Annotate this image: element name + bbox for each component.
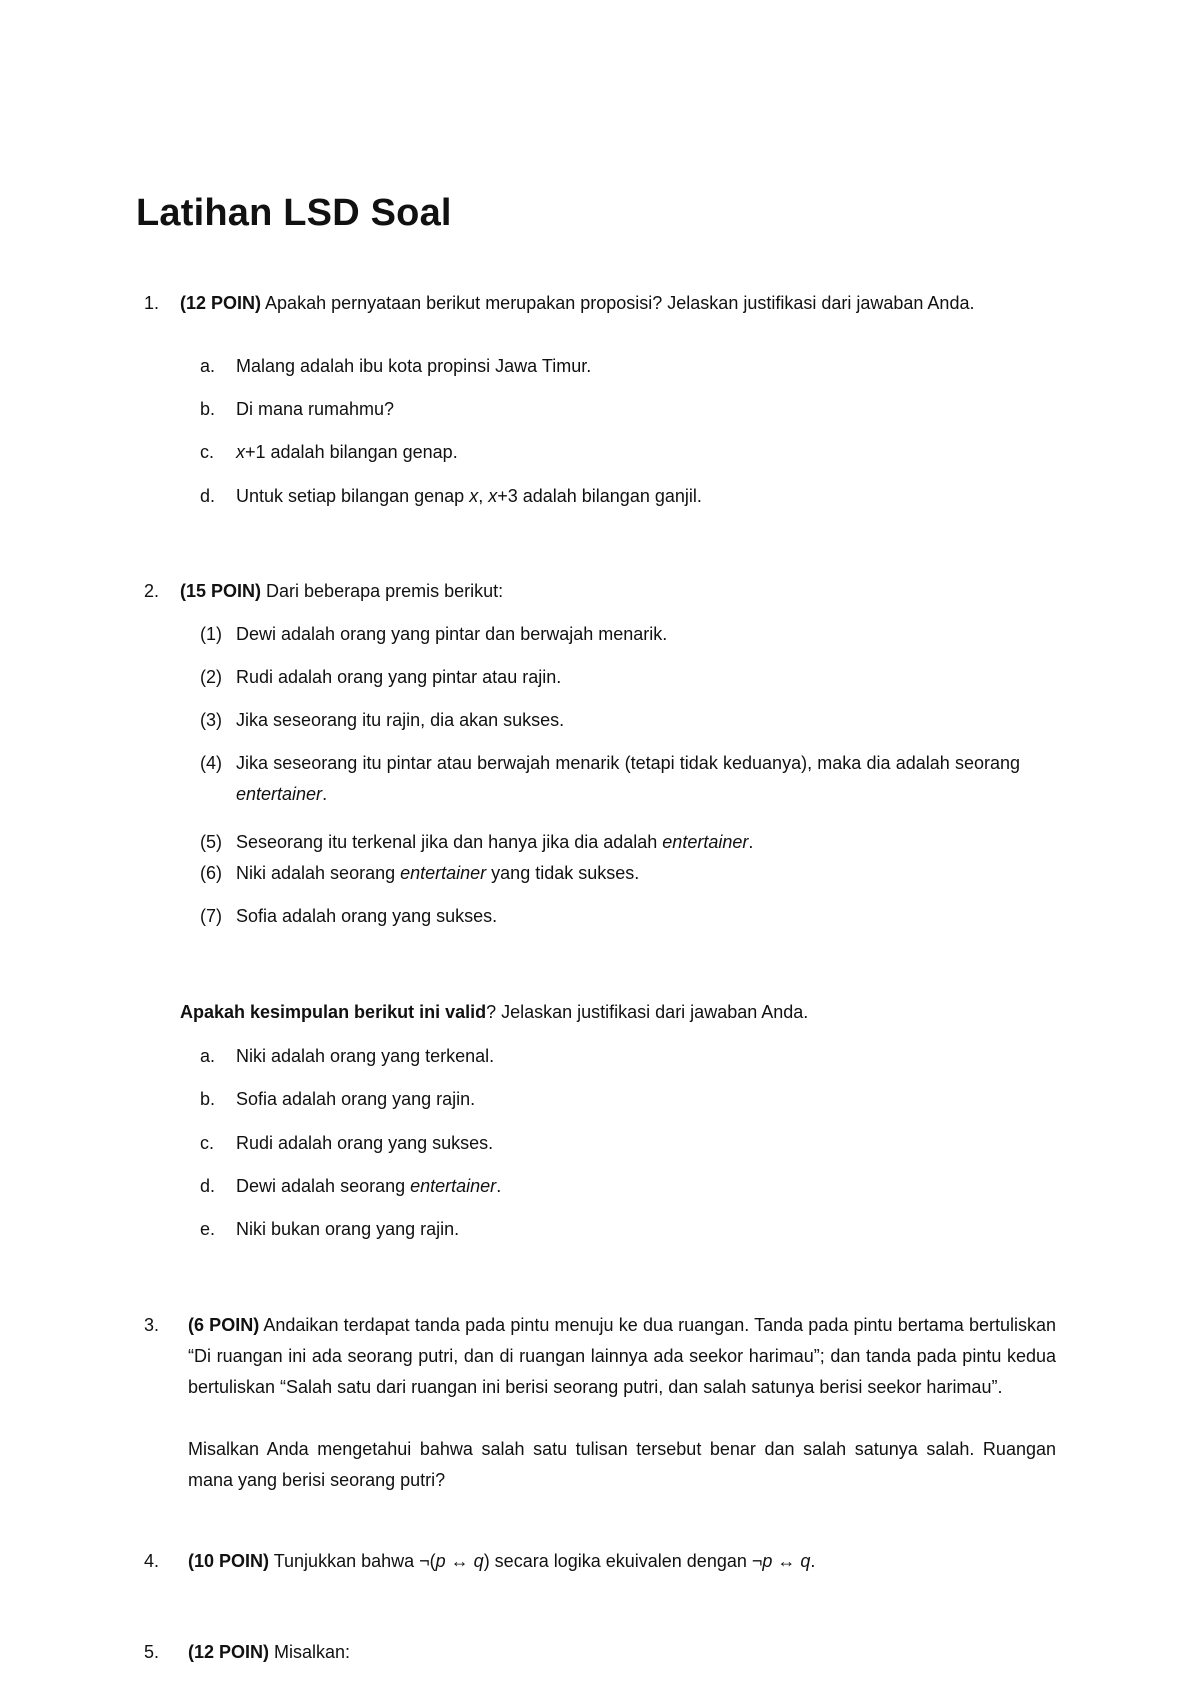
premise-emphasis: entertainer xyxy=(400,863,487,883)
item-label: d. xyxy=(200,486,216,506)
question-points: (15 POIN) xyxy=(180,581,262,601)
question-number: 1. xyxy=(144,293,160,313)
premise-text-a: Niki adalah seorang xyxy=(236,863,401,883)
question-number: 3. xyxy=(144,1315,160,1335)
conclusion-emphasis: entertainer xyxy=(410,1176,497,1196)
math-variable: q xyxy=(800,1551,811,1571)
premise-emphasis: entertainer xyxy=(662,832,749,852)
premise-item xyxy=(200,827,753,858)
conclusion-label: a. xyxy=(200,1046,216,1066)
premise-text: Sofia adalah orang yang sukses. xyxy=(236,906,498,926)
premise-text-b: yang tidak sukses. xyxy=(486,863,640,883)
item-label: a. xyxy=(200,356,216,376)
math-variable: p xyxy=(435,1551,446,1571)
premise-item xyxy=(200,858,639,889)
question-points: (12 POIN) xyxy=(188,1642,270,1662)
question-text-2: Misalkan Anda mengetahui bahwa salah satu tulisan tersebut benar dan salah satunya salah. Ruangan mana yang berisi seorang putri? xyxy=(188,1439,1056,1490)
question-body: Dari beberapa premis berikut: xyxy=(261,581,504,601)
page-title: Latihan LSD Soal xyxy=(136,192,452,234)
item-text xyxy=(236,437,458,468)
question-body: Apakah pernyataan berikut merupakan proposisi? Jelaskan justifikasi dari jawaban Anda. xyxy=(261,293,975,313)
question-points: (12 POIN) xyxy=(180,293,262,313)
item-comma: , xyxy=(478,486,489,506)
conclusion-label: b. xyxy=(200,1089,216,1109)
premise-emphasis: entertainer xyxy=(236,784,323,804)
item-text: Di mana rumahmu? xyxy=(236,399,395,419)
premise-label: (2) xyxy=(200,667,222,687)
list-item xyxy=(200,394,394,425)
question-text xyxy=(180,576,1056,607)
conclusion-item xyxy=(200,1084,475,1115)
question-text xyxy=(180,288,1056,319)
question-text xyxy=(188,1546,1056,1577)
question-number: 2. xyxy=(144,581,160,601)
conclusion-question-bold: Apakah kesimpulan berikut ini valid xyxy=(180,1002,487,1022)
premise-label: (4) xyxy=(200,753,222,773)
question-body-a: Tunjukkan bahwa ¬( xyxy=(269,1551,436,1571)
conclusion-item xyxy=(200,1128,493,1159)
question-number: 5. xyxy=(144,1642,160,1662)
conclusion-question xyxy=(180,997,808,1028)
premise-label: (7) xyxy=(200,906,222,926)
conclusion-label: e. xyxy=(200,1219,216,1239)
conclusion-label: c. xyxy=(200,1133,215,1153)
premise-item xyxy=(200,662,561,693)
premise-item xyxy=(200,705,564,736)
item-label: c. xyxy=(200,442,215,462)
premise-text-a: Jika seseorang itu pintar atau berwajah menarik (tetapi tidak keduanya), maka dia adalah seorang xyxy=(236,753,1020,773)
list-item xyxy=(200,437,458,468)
item-text-rest: +1 adalah bilangan genap. xyxy=(245,442,458,462)
conclusion-text-b: . xyxy=(496,1176,502,1196)
premise-text-a: Seseorang itu terkenal jika dan hanya jika dia adalah xyxy=(236,832,663,852)
list-item xyxy=(200,481,702,512)
premise-item xyxy=(200,619,667,650)
conclusion-text xyxy=(236,1171,501,1202)
question-body-c: . xyxy=(810,1551,816,1571)
conclusion-item xyxy=(200,1171,501,1202)
premise-label: (3) xyxy=(200,710,222,730)
iff-symbol: ↔ xyxy=(445,1551,474,1571)
premise-label: (6) xyxy=(200,863,222,883)
math-variable: p xyxy=(762,1551,773,1571)
premise-text-b: . xyxy=(322,784,328,804)
conclusion-text: Sofia adalah orang yang rajin. xyxy=(236,1089,476,1109)
item-text-b: +3 adalah bilangan ganjil. xyxy=(497,486,702,506)
conclusion-item xyxy=(200,1041,494,1072)
conclusion-text: Niki bukan orang yang rajin. xyxy=(236,1219,460,1239)
conclusion-item xyxy=(200,1214,459,1245)
math-variable: x xyxy=(488,486,498,506)
premise-text-b: . xyxy=(748,832,754,852)
question-number: 4. xyxy=(144,1551,160,1571)
premise-text xyxy=(236,748,1020,810)
math-variable: q xyxy=(473,1551,484,1571)
list-item xyxy=(200,351,591,382)
question-body-b: ) secara logika ekuivalen dengan ¬ xyxy=(483,1551,763,1571)
conclusion-text: Niki adalah orang yang terkenal. xyxy=(236,1046,495,1066)
question-text xyxy=(188,1637,1056,1668)
conclusion-question-rest: ? Jelaskan justifikasi dari jawaban Anda. xyxy=(486,1002,809,1022)
math-variable: x xyxy=(469,486,479,506)
conclusion-label: d. xyxy=(200,1176,216,1196)
question-points: (10 POIN) xyxy=(188,1551,270,1571)
conclusion-text-a: Dewi adalah seorang xyxy=(236,1176,411,1196)
question-points: (6 POIN) xyxy=(188,1315,260,1335)
question-body: Misalkan: xyxy=(269,1642,351,1662)
question-body: Andaikan terdapat tanda pada pintu menuju ke dua ruangan. Tanda pada pintu bertama bertuliskan “Di ruangan ini ada seorang putri, dan di ruangan lainnya ada seekor harimau”; dan tanda pada pintu kedua bertuliskan “Salah satu dari ruangan ini berisi seorang putri, dan salah satunya berisi seekor harimau”. xyxy=(188,1315,1056,1397)
premise-text xyxy=(236,827,753,858)
item-label: b. xyxy=(200,399,216,419)
item-text-a: Untuk setiap bilangan genap xyxy=(236,486,470,506)
premise-item xyxy=(200,901,497,932)
conclusion-text: Rudi adalah orang yang sukses. xyxy=(236,1133,494,1153)
premise-label: (5) xyxy=(200,832,222,852)
premise-text: Dewi adalah orang yang pintar dan berwajah menarik. xyxy=(236,624,668,644)
premise-label: (1) xyxy=(200,624,222,644)
item-text xyxy=(236,481,702,512)
math-variable: x xyxy=(236,442,245,462)
premise-text xyxy=(236,858,639,889)
question-text xyxy=(188,1310,1056,1403)
iff-symbol: ↔ xyxy=(772,1551,801,1571)
premise-text: Rudi adalah orang yang pintar atau rajin. xyxy=(236,667,562,687)
premise-text: Jika seseorang itu rajin, dia akan sukses. xyxy=(236,710,565,730)
item-text: Malang adalah ibu kota propinsi Jawa Timur. xyxy=(236,356,592,376)
